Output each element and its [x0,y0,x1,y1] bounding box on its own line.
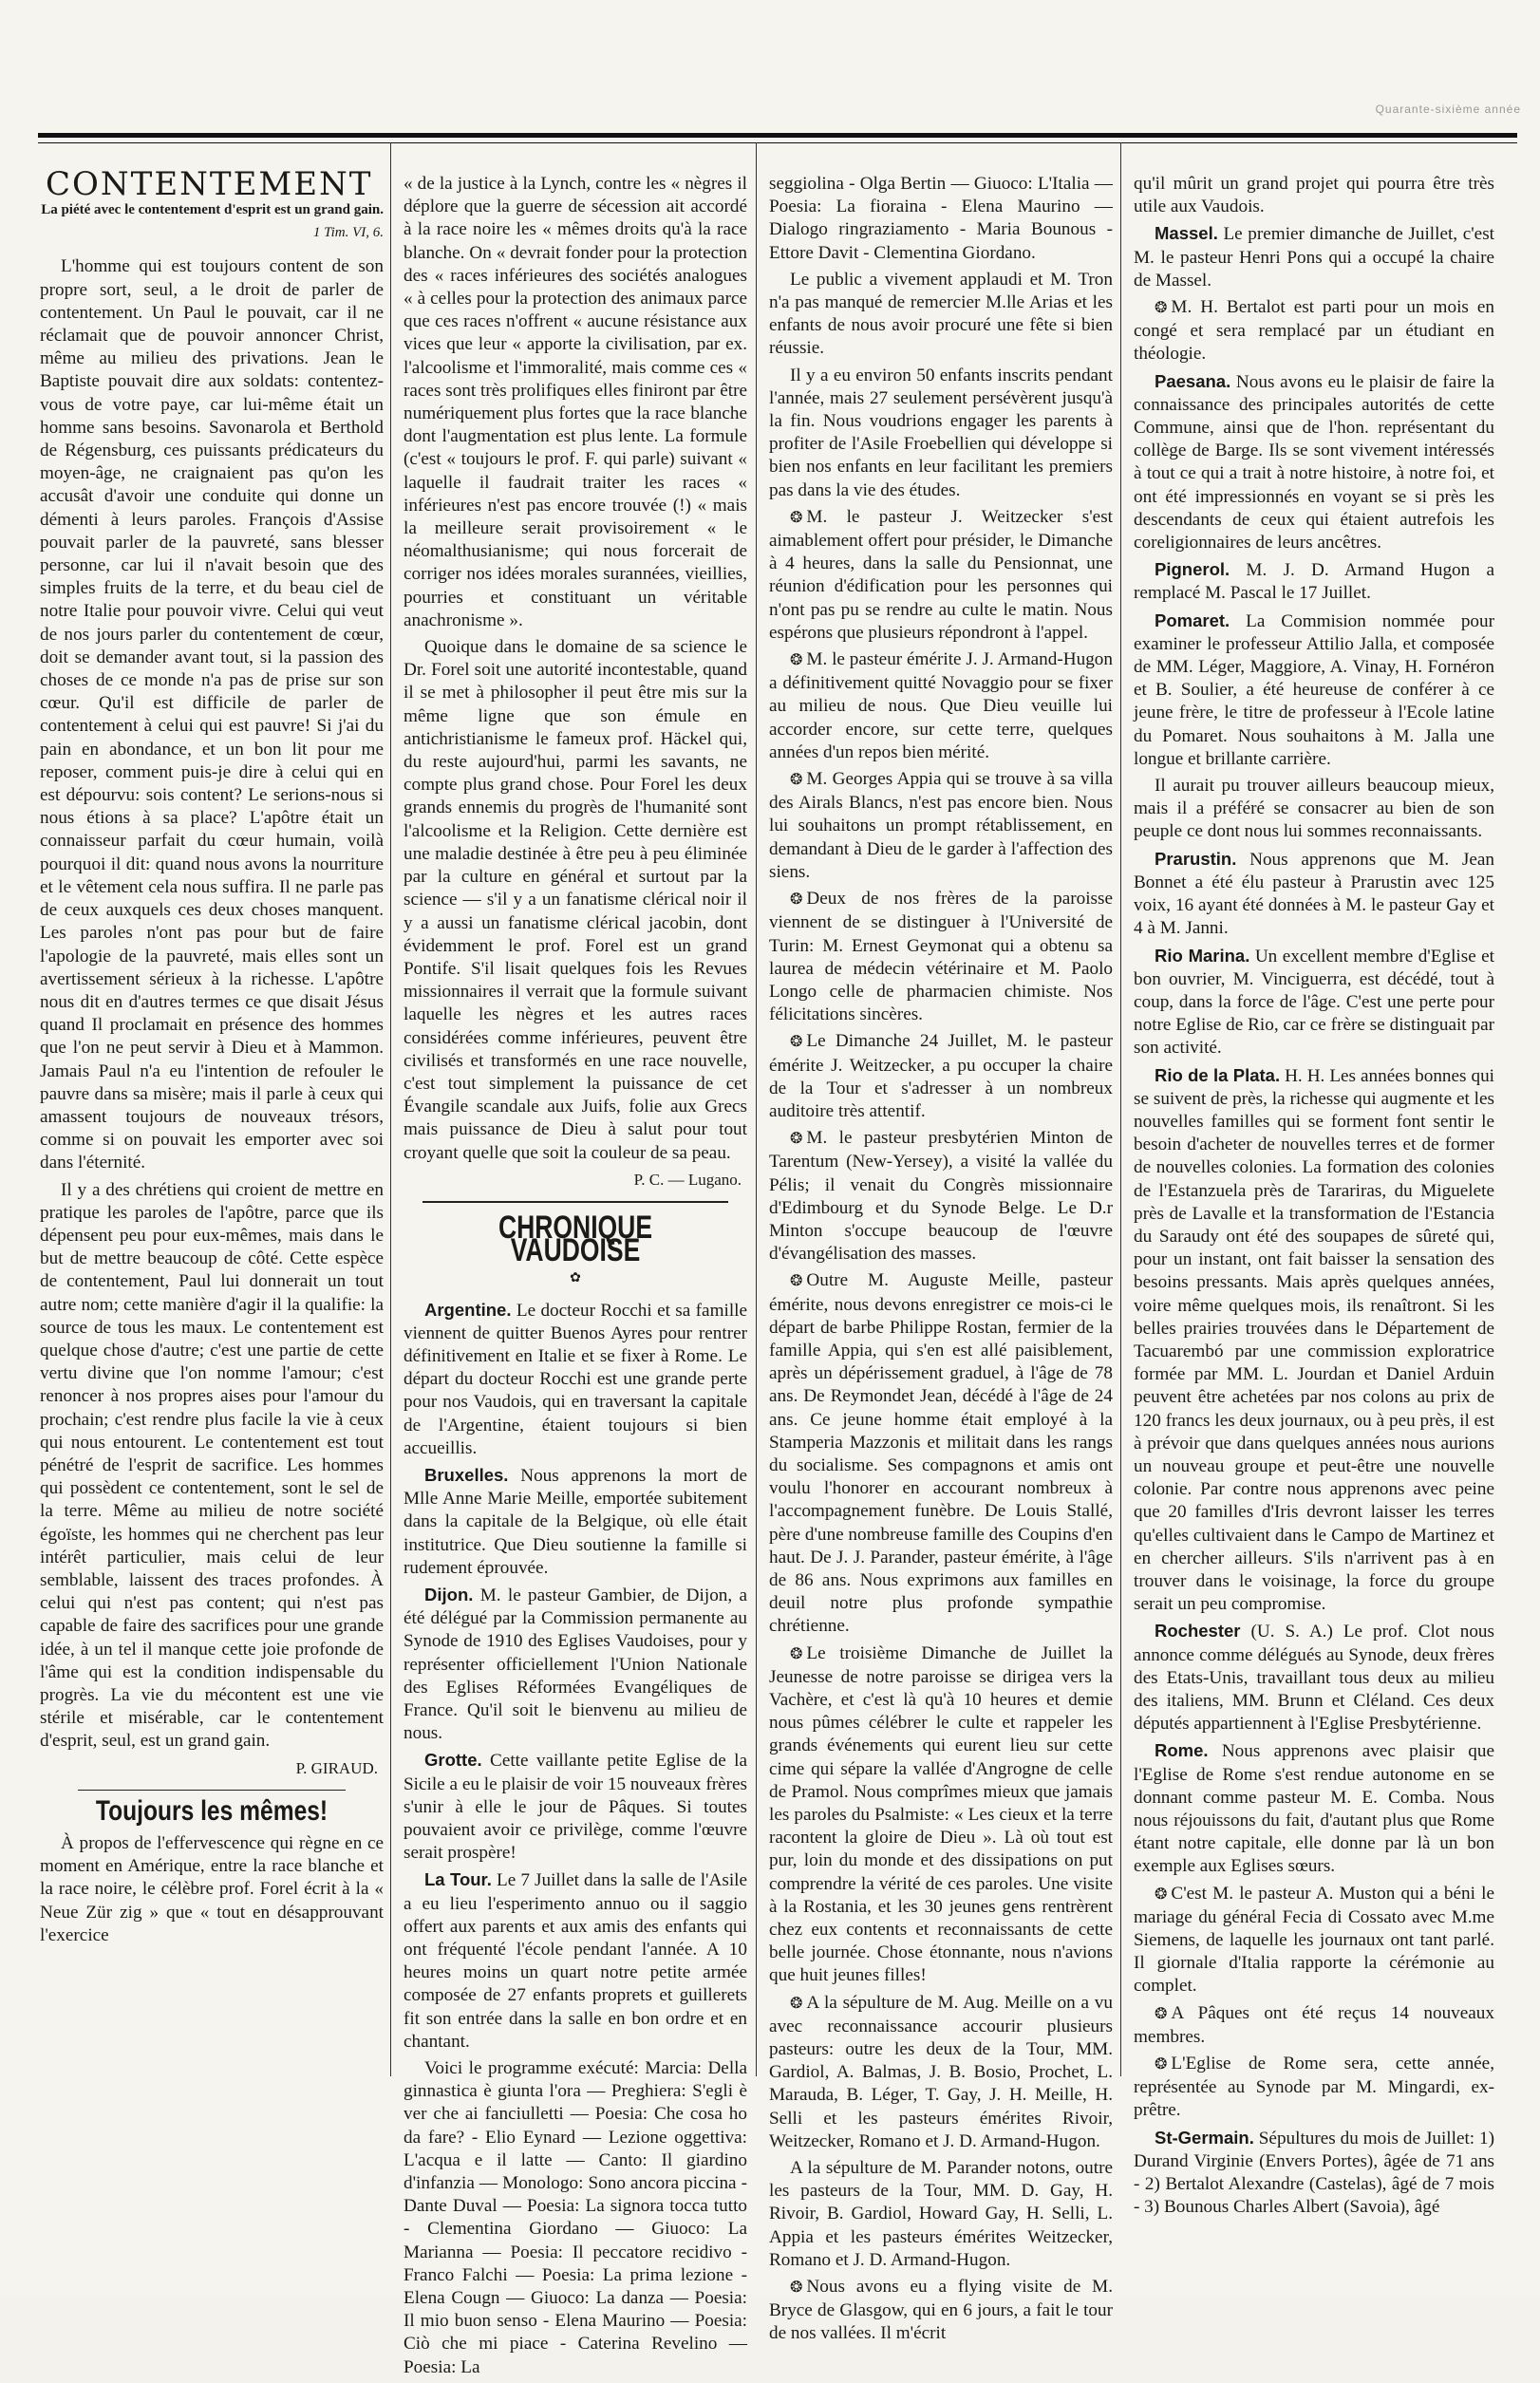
news-text: Nous apprenons que M. Jean Bonnet a été élu pasteur à Prarustin avec 125 voix, 16 ayant été données à M. le pasteur Gay et 4 à M. Janni. [1134,849,1495,939]
ornament-icon: ✿ [570,1271,581,1286]
news-item [1134,222,1494,292]
quote-paragraph: « de la justice à la Lynch, contre les « nègres il déplore que la guerre de sécession ait accordé à la race noire les « mêmes droits qu'à la race blanche. On « devrait fonder pour la protection des « races inférieures des sociétés analogues « à celles pour la protection des animaux parce que ces races n'offrent « aucune résistance aux vices que leur « apporte la civilisation, par ex. l'alcoolisme et l'immoralité, mais comme ces « races sont très prolifiques elles finiront par être numériquement plus fortes que la race blanche dont l'augmentation est plus lente. La formule (c'est « toujours le prof. F. qui parle) suivant « laquelle il faudrait traiter les races « inférieures n'est pas encore trouvée (!) « mais la meilleure serait provisoirement « le néomalthusianisme; qui nous forcerait de corriger nos idées morales surannées, vieillies, pourries et constituant un véritable anachronisme ». [404,174,747,630]
news-item [1134,296,1494,366]
news-text: M. le pasteur presbytérien Minton de Tarentum (New-Yersey), a visité la vallée du Pélis; il venait du Congrès missionnaire d'Edimbourg et du Synode Belge. Le D.r Minton s'occupe beaucoup de l'œuvre d'évangélisation des masses. [769,1128,1113,1265]
news-item [1134,1064,1494,1617]
news-item [1134,558,1494,605]
place-name: Massel. [1155,223,1218,244]
bullet-icon: ❂ [790,2280,803,2297]
epigraph: La piété avec le contentement d'esprit est un grand gain. [41,202,384,218]
news-item [769,1269,1113,1638]
place-name: Paesana. [1155,370,1231,391]
news-item [1134,370,1494,555]
place-name: Rio de la Plata. [1155,1064,1281,1085]
news-text: Nous avons eu le plaisir de faire la connaissance des principales autorités de cette Commune, ainsi que de l'hon. représentant du collège de Barge. Ils se sont vivement intéressés à tout ce qui a trait à notre histoire, à notre foi, et ont été impressionnés en voyant se si près les descendants de ceux qui étaient autrefois les coreligionnaires de leurs ancêtres. [1134,371,1494,554]
place-name: Prarustin. [1155,848,1237,869]
news-item [1134,610,1494,771]
column-1 [40,165,384,1951]
news-text: A la sépulture de M. Aug. Meille on a vu avec reconnaissance accourir plusieurs pasteurs: outre les deux de la Tour, MM. Gardiol, A. Balmas, J. B. Bosio, Prochet, L. Marauda, B. Léger, T. Gay, J. H. Meille, H. Selli et les pasteurs émérites Rivoir, Weitzecker, Romano et J. D. Armand-Hugon. [769,1992,1113,2151]
news-item [1134,1883,1494,1998]
news-text: M. le pasteur émérite J. J. Armand-Hugon a définitivement quitté Novaggio pour se fixer au milieu de nous. Que Dieu veuille lui accorder encore, sur cette terre, quelques années d'un repos bien mérité. [769,649,1113,762]
news-text: A Pâques ont été reçus 14 nouveaux membres. [1134,2002,1494,2047]
news-item [404,1299,747,1460]
place-name: Rochester [1155,1621,1241,1642]
place-name: Pomaret. [1155,610,1230,630]
news-text: M. H. Bertalot est parti pour un mois en congé et sera remplacé par un étudiant en théologie. [1134,297,1494,365]
news-item [1134,2053,1494,2123]
news-item [769,1127,1113,1266]
top-rule [38,133,1517,138]
author-signature: P. GIRAUD. [295,1758,378,1777]
news-item [1134,1739,1494,1878]
place-name: Dijon. [424,1584,474,1604]
news-item [404,1868,747,2054]
bullet-icon: ❂ [1155,2056,1168,2073]
bullet-icon: ❂ [790,772,803,789]
bullet-icon: ❂ [1155,300,1168,317]
column-divider [756,142,757,2076]
news-item [404,1749,747,1865]
news-text: Voici le programme exécuté: Marcia: Della ginnastica è giunta l'ora — Preghiera: S'egli è ver che ai fanciulletti — Poesia: Che cosa ho da fare? - Elio Eynard — Lezione oggettiva: L'acqua e il latte — Canto: Il giardino d'infanzia — Monologo: Sono ancora piccina - Dante Duval — Poesia: La signora tocca tutto - Clementina Giordano — Giuoco: La Marianna — Poesia: Il peccatore recidivo - Franco Falchi — Poesia: La prima lezione - Elena Cougn — Giuoco: La danza — Poesia: Il mio buon senso - Elena Maurino — Poesia: Ciò che mi piace - Caterina Revelino — Poesia: La [404,2058,747,2377]
news-item [769,1992,1113,2153]
bullet-icon: ❂ [790,1995,803,2012]
news-text: Il aurait pu trouver ailleurs beaucoup mieux, mais il a préféré se consacrer au bien de son peuple ce dont nous lui sommes reconnaissants. [1134,776,1494,842]
place-name: Rome. [1155,1740,1209,1761]
article-paragraph: seggiolina - Olga Bertin — Giuoco: L'Italia — Poesia: La fioraina - Elena Maurino — Dialogo ringraziamento - Maria Bounous - Ettore Davit - Clementina Giordano. [769,174,1113,263]
author-signature: P. C. — Lugano. [633,1170,742,1189]
bullet-icon: ❂ [790,891,803,909]
news-text: L'Eglise de Rome sera, cette année, représentée au Synode par M. Mingardi, ex-prêtre. [1134,2054,1494,2121]
news-text: Un excellent membre d'Eglise et bon ouvrier, M. Vinciguerra, est décédé, tout à coup, dans la force de l'âge. C'est une perte pour notre Eglise de Rio, car ce frère se distinguait par son activité. [1134,946,1495,1059]
place-name: Bruxelles. [424,1464,509,1485]
column-divider [1120,142,1121,2076]
bullet-icon: ❂ [1155,2005,1168,2022]
epigraph-reference: 1 Tim. VI, 6. [312,225,384,241]
news-text: Le troisième Dimanche de Juillet la Jeunesse de notre paroisse se dirigea vers la Vachère, et c'est là qu'à 10 heures et demie nous pûmes célébrer le culte et rappeler les grands événements qui eurent lieu sur cette cime qui sépare la vallée d'Angrogne de celle de Pramol. Nous comprîmes mieux que jamais les paroles du Psalmiste: « Les cieux et la terre racontent la gloire de Dieu ». Là où tout est pur, loin du monde et des dissipations on put comprendre la vérité de ces paroles. Une visite à la Rostania, et les 30 jeunes gens rentrèrent chez eux contents et reconnaissants de cette belle journée. Chose étonnante, nous n'avions que huit jeunes filles! [769,1642,1113,1986]
news-item [404,1584,747,1745]
news-text: Deux de nos frères de la paroisse viennent de se distinguer à l'Université de Turin: M. Ernest Geymonat qui a obtenu sa laurea de médecin vétérinaire et M. Paolo Longo celle de pharmacien chimiste. Nos félicitations sincères. [769,889,1113,1025]
news-text: La Commision nommée pour examiner le professeur Attilio Jalla, et composée de MM. Léger, Maggiore, A. Vinay, H. Fornéron et B. Soulier, a été heureuse de conférer à ce jeune frère, le titre de professeur à l'Ecole latine du Pomaret. Nous souhaitons à M. Jalla une longue et brillante carrière. [1134,610,1494,769]
news-item [769,1642,1113,1988]
news-text: (U. S. A.) Le prof. Clot nous annonce comme délégués au Synode, deux frères des Etats-Unis, travaillant tous deux au milieu des italiens, MM. Brunn et Cléland. Ces deux députés appartiennent à l'Eglise Presbytérienne. [1134,1622,1494,1735]
news-item [404,1464,747,1580]
news-text: Nous avons eu a flying visite de M. Bryce de Glasgow, qui en 6 jours, a fait le tour de nos vallées. Il m'écrit [769,2277,1113,2344]
news-item [404,2057,747,2379]
news-item [769,1030,1113,1123]
news-text: Nous apprenons avec plaisir que l'Eglise de Rome s'est rendue autonome en se donnant comme pasteur M. E. Comba. Nous nous réjouissons du fait, d'autant plus que Rome étant notre capitale, elle donne par là un bon exemple aux Eglises sœurs. [1134,1741,1495,1877]
news-item [769,2276,1113,2346]
news-text: Sépultures du mois de Juillet: 1) Durand Virginie (Envers Portes), âgée de 71 ans - 2) Bertalot Alexandre (Castelas), âgé de 7 mois - 3) Bounous Charles Albert (Savoia), âgé [1134,2128,1494,2218]
news-item: A la sépulture de M. Parander notons, outre les pasteurs de la Tour, MM. D. Gay, H. Rivoir, B. Gardiol, Howard Gay, H. Selli, L. Appia et les pasteurs émérites Weitzecker, Romano et J. D. Armand-Hugon. [769,2158,1113,2270]
news-item [769,506,1113,645]
column-4 [1134,173,1494,2223]
place-name: Argentine. [424,1299,512,1320]
article-paragraph: qu'il mûrit un grand projet qui pourra être très utile aux Vaudois. [1134,174,1494,217]
bullet-icon: ❂ [790,1034,803,1051]
news-text: C'est M. le pasteur A. Muston qui a béni le mariage du général Fecia di Cossato avec M.me Siemens, de laquelle les journaux ont tant parlé. Il giornale d'Italia rapporte la cérémonie au complet. [1134,1883,1494,1997]
place-name: Pignerol. [1155,559,1230,580]
column-divider [390,142,391,2076]
top-rule-thin [38,142,1517,143]
news-text: M. J. D. Armand Hugon a remplacé M. Pascal le 17 Juillet. [1134,560,1494,604]
news-text: Le Dimanche 24 Juillet, M. le pasteur émérite J. Weitzecker, a pu occuper la chaire de la Tour et s'adresser à un nombreux auditoire très attentif. [769,1031,1113,1121]
header-strip: Quarante-sixième année [1375,103,1521,116]
news-item [1134,775,1494,844]
column-3 [769,173,1113,2350]
bullet-icon: ❂ [1155,1886,1168,1903]
news-text: Cette vaillante petite Eglise de la Sicile a eu le plaisir de voir 15 nouveaux frères s'unir à elle le jour de Pâques. Si toutes pouvaient avoir ce privilège, comme l'œuvre serait prospère! [404,1751,748,1864]
news-item [1134,2002,1494,2049]
news-item [1134,945,1494,1060]
place-name: Rio Marina. [1155,945,1250,966]
news-item [1134,2127,1494,2220]
news-text: H. H. Les années bonnes qui se suivent de près, la richesse qui augmente et les nouvelles familles qui se forment font sentir le besoin d'acheter de nouvelles terres et de former de nouvelles colonies. La formation des colonies de l'Estanzuela près de Tarariras, du Miguelete près de Lavalle et la transformation de l'Estancia du Saraudy ont été des soupapes de sûreté qui, pour un instant, ont fait baisser la sensation des besoins pressants. Mais après quelques années, voire même quelques mois, ils renaîtront. Si les belles prairies trouvées dans le Département de Tacuarembó par une commission exploratrice formée par MM. L. Jourdan et Daniel Arduin peuvent être achetées par nos colons au prix de 120 francs les deux journaux, ou à peu près, il est à prévoir que dans quelques années nous aurions un nouveau groupe et peut-être une nouvelle colonie. Par contre nous apprenons avec peine que 20 familles d'Iris devront laisser les terres qu'elles cultivaient dans le Campo de Martinez et en chercher ailleurs. S'ils n'arrivent pas à en trouver dans le voisinage, la force du groupe serait un peu compromise. [1134,1065,1494,1615]
news-item [769,768,1113,884]
section-title: Toujours les mêmes! [95,1794,329,1827]
news-item [1134,848,1494,941]
bullet-icon: ❂ [790,652,803,669]
bullet-icon: ❂ [790,1273,803,1290]
news-item [1134,1620,1494,1736]
news-item [769,888,1113,1026]
place-name: Grotte. [424,1750,482,1771]
article-paragraph: Le public a vivement applaudi et M. Tron n'a pas manqué de remercier M.lle Arias et les enfants de nous avoir procuré une fête si bien réussie. [769,269,1113,359]
news-text: M. le pasteur Gambier, de Dijon, a été délégué par la Commission permanente au Synode de 1910 des Eglises Vaudoises, pour y représenter officiellement l'Union Nationale des Eglises Réformées Evangéliques de France. Qu'il soit le bienvenu au milieu de nous. [404,1585,748,1744]
article-title: CONTENTEMENT [46,165,373,203]
article-paragraph: À propos de l'effervescence qui règne en ce moment en Amérique, entre la race blanche et la race noire, le célèbre prof. Forel écrit à la « Neue Zür zig » que « tout en désapprouvant l'exercice [40,1833,384,1945]
article-paragraph: Il y a eu environ 50 enfants inscrits pendant l'année, mais 27 seulement persévèrent jusqu'à la fin. Nous voudrions engager les parents à profiter de l'Asile Froebellien qui développe si bien nos enfants en leur facilitant les premiers pas dans la vie des études. [769,365,1113,500]
news-text: M. le pasteur J. Weitzecker s'est aimablement offert pour présider, le Dimanche à 4 heures, dans la salle du Pensionnat, une réunion d'édification pour les personnes qui n'ont pas pu se rendre au culte le matin. Nous espérons que plusieurs répondront à l'appel. [769,506,1113,643]
news-text: M. Georges Appia qui se trouve à sa villa des Airals Blancs, n'est pas encore bien. Nous lui souhaitons un prompt rétablissement, en demandant à Dieu de le garder à l'affection des siens. [769,769,1113,882]
chronique-title: CHRONIQUE VAUDOISE [498,1209,653,1269]
news-text: Le docteur Rocchi et sa famille viennent de quitter Buenos Ayres pour rentrer définitivement en Italie et se fixer à Rome. Le départ du docteur Rocchi est une grande perte pour nos Vaudois, qui en traversant la capitale de l'Argentine, étaient toujours si bien accueillis. [404,1300,747,1458]
article-paragraph: L'homme qui est toujours content de son propre sort, seul, a le droit de parler de contentement. Un Paul le pouvait, car il ne réclamait que de pouvoir annoncer Christ, même au milieu des privations. Jean le Baptiste pouvait dire aux soldats: contentez-vous de votre paye, car lui-même était un homme sans besoins. Savonarola et Berthold de Régensburg, ces puissants prédicateurs du moyen-âge, ne craignaient pas qu'on les accusât d'avoir une conduite qui donne un démenti à leurs paroles. François d'Assise pouvait parler de la pauvreté, sans blesser personne, car lui il n'avait besoin que des simples fruits de la terre, et du beau ciel de notre Italie pour pouvoir vivre. Celui qui veut de nos jours parler du contentement de cœur, doit se demander avant tout, si la passion des choses de ce monde n'a pas de prise sur son cœur. Qu'il est difficile de parler de contentement à celui qui est pauvre! Si j'ai du pain en abondance, et un bon lit pour me reposer, comment puis-je dire à celui qui en est dépourvu: sois content? Le serions-nous si nous étions à sa place? L'apôtre était un connaisseur parfait du cœur humain, voilà pourquoi il dit: quand nous avons la nourriture et le vêtement cela nous suffira. Il ne parle pas de ceux auxquels ces deux choses manquent. Les paroles n'ont pas pour but de faire l'apologie de la pauvreté, mais elles sont un avertissement sérieux à la richesse. L'apôtre nous dit en d'autres termes ce que disait Jésus quand Il proclamait en présence des hommes que l'on ne peut servir à Dieu et à Mammon. Jamais Paul n'a eu l'intention de refouler le pauvre dans sa misère; mais il parle à ceux qui amassent toujours de nouveaux trésors, comme si on pouvait les emporter avec soi dans l'éternité. [40,256,384,1173]
news-text: Le premier dimanche de Juillet, c'est M. le pasteur Henri Pons qui a occupé la chaire de Massel. [1134,224,1494,291]
section-divider [423,1201,728,1203]
place-name: St-Germain. [1155,2127,1254,2148]
news-text: Le 7 Juillet dans la salle de l'Asile a eu lieu l'esperimento annuo ou il saggio offert aux parents et aux amis des enfants qui ont fréquenté l'école pendant l'année. A 10 heures moins un quart notre petite armée composée de 27 enfants proprets et guillerets fit son entrée dans la salle en bon ordre et en chantant. [404,1870,748,2052]
bullet-icon: ❂ [790,509,803,526]
column-2 [404,173,747,2383]
section-divider [78,1790,346,1791]
article-paragraph: Quoique dans le domaine de sa science le Dr. Forel soit une autorité incontestable, quand il se met à philosopher il peut être mis sur la même ligne que son émule en antichristianisme le fameux prof. Häckel qui, du reste aujourd'hui, parmi les savants, ne compte plus grand chose. Pour Forel les deux grands ennemis du progrès de l'humanité sont l'alcoolisme et la Religion. Cette dernière est une maladie destinée à être peu à peu éliminée par la culture en général et surtout par la science — s'il y a un fanatisme clérical noir il y a aussi un fanatisme clérical jacobin, dont évidemment le prof. Forel est un grand Pontife. S'il lisait quelques fois les Revues missionnaires il verrait que la formule suivant laquelle les nègres et les autres races considérées comme inférieures, peuvent être civilisés et transformés en une race nouvelle, c'est tout simplement la puissance de cet Évangile scandale aux Juifs, folie aux Grecs mais puissance de Dieu à salut pour tout croyant quelle que soit la couleur de sa peau. [404,637,747,1163]
news-text: Outre M. Auguste Meille, pasteur émérite, nous devons enregistrer ce mois-ci le départ de barbe Philippe Rostan, fermier de la famille Appia, qui s'en est allé paisiblement, après un dépérissement graduel, à l'âge de 78 ans. De Reymondet Jean, décédé à l'âge de 24 ans. Ce jeune homme était employé à la Stamperia Mazzonis et militait dans les rangs du socialisme. Ses compagnons et amis ont voulu l'honorer en accourant nombreux à l'accompagnement funèbre. De Louis Stallé, père d'une nombreuse famille des Coupins d'en haut. De J. J. Parander, pasteur émérite, à l'âge de 86 ans. Nous exprimons aux familles en deuil notre plus profonde sympathie chrétienne. [769,1270,1113,1637]
place-name: La Tour. [424,1869,492,1890]
bullet-icon: ❂ [790,1131,803,1148]
bullet-icon: ❂ [790,1645,803,1662]
article-paragraph: Il y a des chrétiens qui croient de mettre en pratique les paroles de l'apôtre, parce que ils dépensent peu pour eux-mêmes, mais dans le but de mettre beaucoup de côté. Cette espèce de contentement, Paul lui donnerait un tout autre nom; cette manière d'agir il la qualifie: la source de tous les maux. Le contentement est quelque chose d'autre; c'est une partie de cette vertu divine que l'on nomme l'amour; c'est renoncer à nos propres aises pour l'amour du prochain; c'est rendre plus facile la vie à ceux qui nous entourent. Le contentement est tout pénétré de l'esprit de sacrifice. Les hommes qui possèdent ce contentement, sont le sel de la terre. Même au milieu de notre société égoïste, les hommes qui ne cherchent pas leur intérêt particulier, mais celui de leur semblable, laissent des traces profondes. À celui qui n'est pas content; qui n'est pas capable de faire des sacrifices pour une grande idée, à un tel il manque cette joie profonde de l'âme qui est la condition indispensable du progrès. La vie du mécontent est une vie stérile et misérable, car le contentement d'esprit, seul, est un grand gain. [40,1179,384,1752]
news-text: Nous apprenons la mort de Mlle Anne Marie Meille, emportée subitement dans la capitale de la Belgique, où elle était institutrice. Que Dieu soutienne la famille si rudement éprouvée. [404,1465,747,1578]
news-item [769,648,1113,764]
